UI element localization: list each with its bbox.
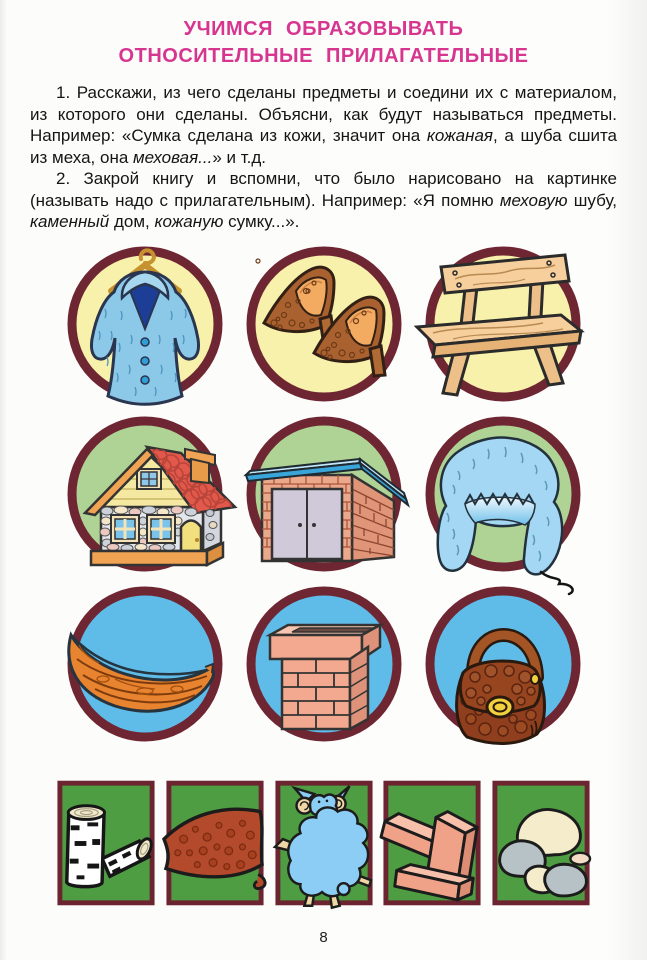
brick-chimney-icon <box>234 579 414 749</box>
instruction-paragraph-1: 1. Расскажи, из чего сделаны предметы и соедини их с материалом, из которого они сделаны. Объясни, как будут называться предметы. Например: «Сумка сделана из кожи, значит она кожаная, а шуба сшита из меха, она меховая...» и т.д. <box>30 83 617 167</box>
fur-hat-icon <box>413 409 593 579</box>
wooden-boat-icon <box>55 579 235 749</box>
fur-coat-icon <box>55 239 235 409</box>
title-line-2: ОТНОСИТЕЛЬНЫЕ ПРИЛАГАТЕЛЬНЫЕ <box>118 45 529 67</box>
circle-wooden-bench <box>413 239 592 409</box>
circle-leather-shoes <box>234 239 413 409</box>
leather-shoes-icon <box>234 239 414 409</box>
birch-logs-icon <box>55 777 157 909</box>
materials-row <box>55 777 592 909</box>
bricks-icon <box>381 777 483 909</box>
stone-house-icon <box>55 409 235 579</box>
circle-wooden-boat <box>55 579 234 749</box>
wooden-bench-icon <box>413 239 593 409</box>
circle-stone-house <box>55 409 234 579</box>
instructions <box>30 82 617 233</box>
circle-leather-bag <box>413 579 592 749</box>
instruction-paragraph-2: 2. Закрой книгу и вспомни, что было нарисовано на картинке (называть надо с прилагательным). Например: «Я помню меховую шубу, каменный дом, кожаную сумку...». <box>30 169 617 231</box>
brick-garage-icon <box>234 409 414 579</box>
stones-icon <box>490 777 592 909</box>
page-number: 8 <box>319 929 328 946</box>
page-title <box>0 0 647 70</box>
circle-fur-hat <box>413 409 592 579</box>
title-line-1: УЧИМСЯ ОБРАЗОВЫВАТЬ <box>183 18 464 40</box>
leather-roll-icon <box>164 777 266 909</box>
object-circles-grid <box>55 239 592 749</box>
circle-brick-chimney <box>234 579 413 749</box>
sheep-icon <box>273 777 375 909</box>
circle-fur-coat <box>55 239 234 409</box>
circle-brick-garage <box>234 409 413 579</box>
leather-bag-icon <box>413 579 593 749</box>
